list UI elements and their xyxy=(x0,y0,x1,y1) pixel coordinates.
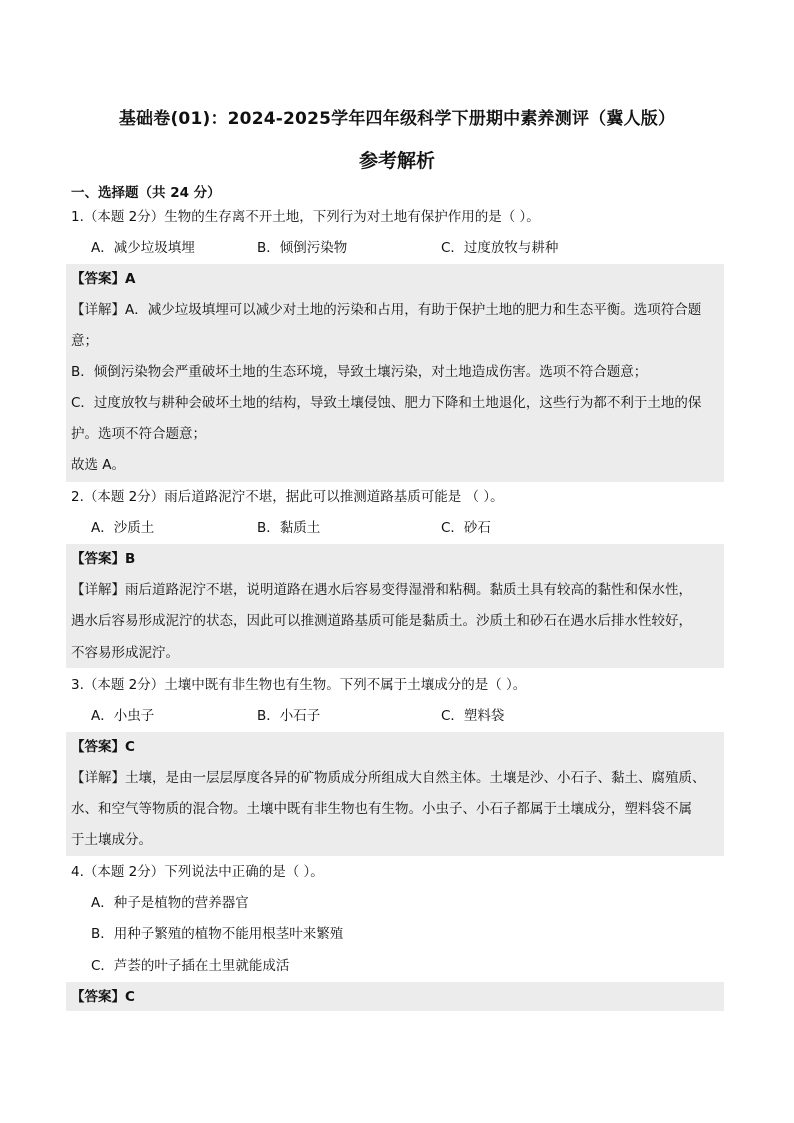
question-4-option-c: C．芦荟的叶子插在土里就能成活 xyxy=(91,958,290,974)
question-1-detail-line: C．过度放牧与耕种会破坏土地的结构，导致土壤侵蚀、肥力下降和土地退化，这些行为都不利于土地的保 xyxy=(71,395,702,411)
question-2-option-a: A．沙质土 xyxy=(91,520,155,536)
question-3-answer-block xyxy=(66,732,724,856)
question-1-answer: 【答案】A xyxy=(71,271,136,287)
question-1-option-a: A．减少垃圾填埋 xyxy=(91,240,195,256)
question-1-detail-line: 意； xyxy=(71,333,98,349)
page-subtitle: 参考解析 xyxy=(358,150,435,172)
question-2-detail-line: 【详解】雨后道路泥泞不堪，说明道路在遇水后容易变得湿滑和粘稠。黏质土具有较高的黏性和保水性， xyxy=(71,582,692,598)
question-1-option-c: C．过度放牧与耕种 xyxy=(441,240,559,256)
question-4-answer: 【答案】C xyxy=(71,989,135,1005)
question-4-stem: 4.（本题 2分）下列说法中正确的是（ ）。 xyxy=(71,864,324,880)
page-title: 基础卷(01)：2024-2025学年四年级科学下册期中素养测评（冀人版） xyxy=(118,109,676,129)
question-2-stem: 2.（本题 2分）雨后道路泥泞不堪，据此可以推测道路基质可能是 （ ）。 xyxy=(71,489,504,505)
question-1-option-b: B．倾倒污染物 xyxy=(257,240,348,256)
section-heading: 一、选择题（共 24 分） xyxy=(71,185,221,201)
question-1-detail-line: 【详解】A．减少垃圾填埋可以减少对土地的污染和占用，有助于保护土地的肥力和生态平衡。选项符合题 xyxy=(71,302,702,318)
question-2-detail-line: 不容易形成泥泞。 xyxy=(71,645,179,661)
question-1-stem: 1.（本题 2分）生物的生存离不开土地，下列行为对土地有保护作用的是（ ）。 xyxy=(71,209,540,225)
question-1-detail-line: B．倾倒污染物会严重破坏土地的生态环境，导致土壤污染，对土地造成伤害。选项不符合题意； xyxy=(71,364,648,380)
question-3-detail-line: 水、和空气等物质的混合物。土壤中既有非生物也有生物。小虫子、小石子都属于土壤成分，塑料袋不属 xyxy=(71,801,692,817)
question-3-option-b: B．小石子 xyxy=(257,708,321,724)
question-4-answer-block xyxy=(66,982,724,1011)
question-3-option-a: A．小虫子 xyxy=(91,708,155,724)
question-1-detail-line: 故选 A。 xyxy=(71,457,126,473)
question-3-detail-line: 于土壤成分。 xyxy=(71,832,152,848)
question-1-detail-line: 护。选项不符合题意； xyxy=(71,426,206,442)
question-4-option-b: B．用种子繁殖的植物不能用根茎叶来繁殖 xyxy=(91,926,344,942)
question-4-option-a: A．种子是植物的营养器官 xyxy=(91,895,249,911)
question-3-stem: 3.（本题 2分）土壤中既有非生物也有生物。下列不属于土壤成分的是（ ）。 xyxy=(71,677,527,693)
question-2-option-b: B．黏质土 xyxy=(257,520,321,536)
question-3-option-c: C．塑料袋 xyxy=(441,708,505,724)
question-3-detail-line: 【详解】土壤，是由一层层厚度各异的矿物质成分所组成大自然主体。土壤是沙、小石子、黏土、腐殖质、 xyxy=(71,770,706,786)
question-3-answer: 【答案】C xyxy=(71,739,135,755)
question-2-answer: 【答案】B xyxy=(71,551,136,567)
question-2-option-c: C．砂石 xyxy=(441,520,491,536)
question-2-detail-line: 遇水后容易形成泥泞的状态，因此可以推测道路基质可能是黏质土。沙质土和砂石在遇水后排水性较好， xyxy=(71,613,692,629)
